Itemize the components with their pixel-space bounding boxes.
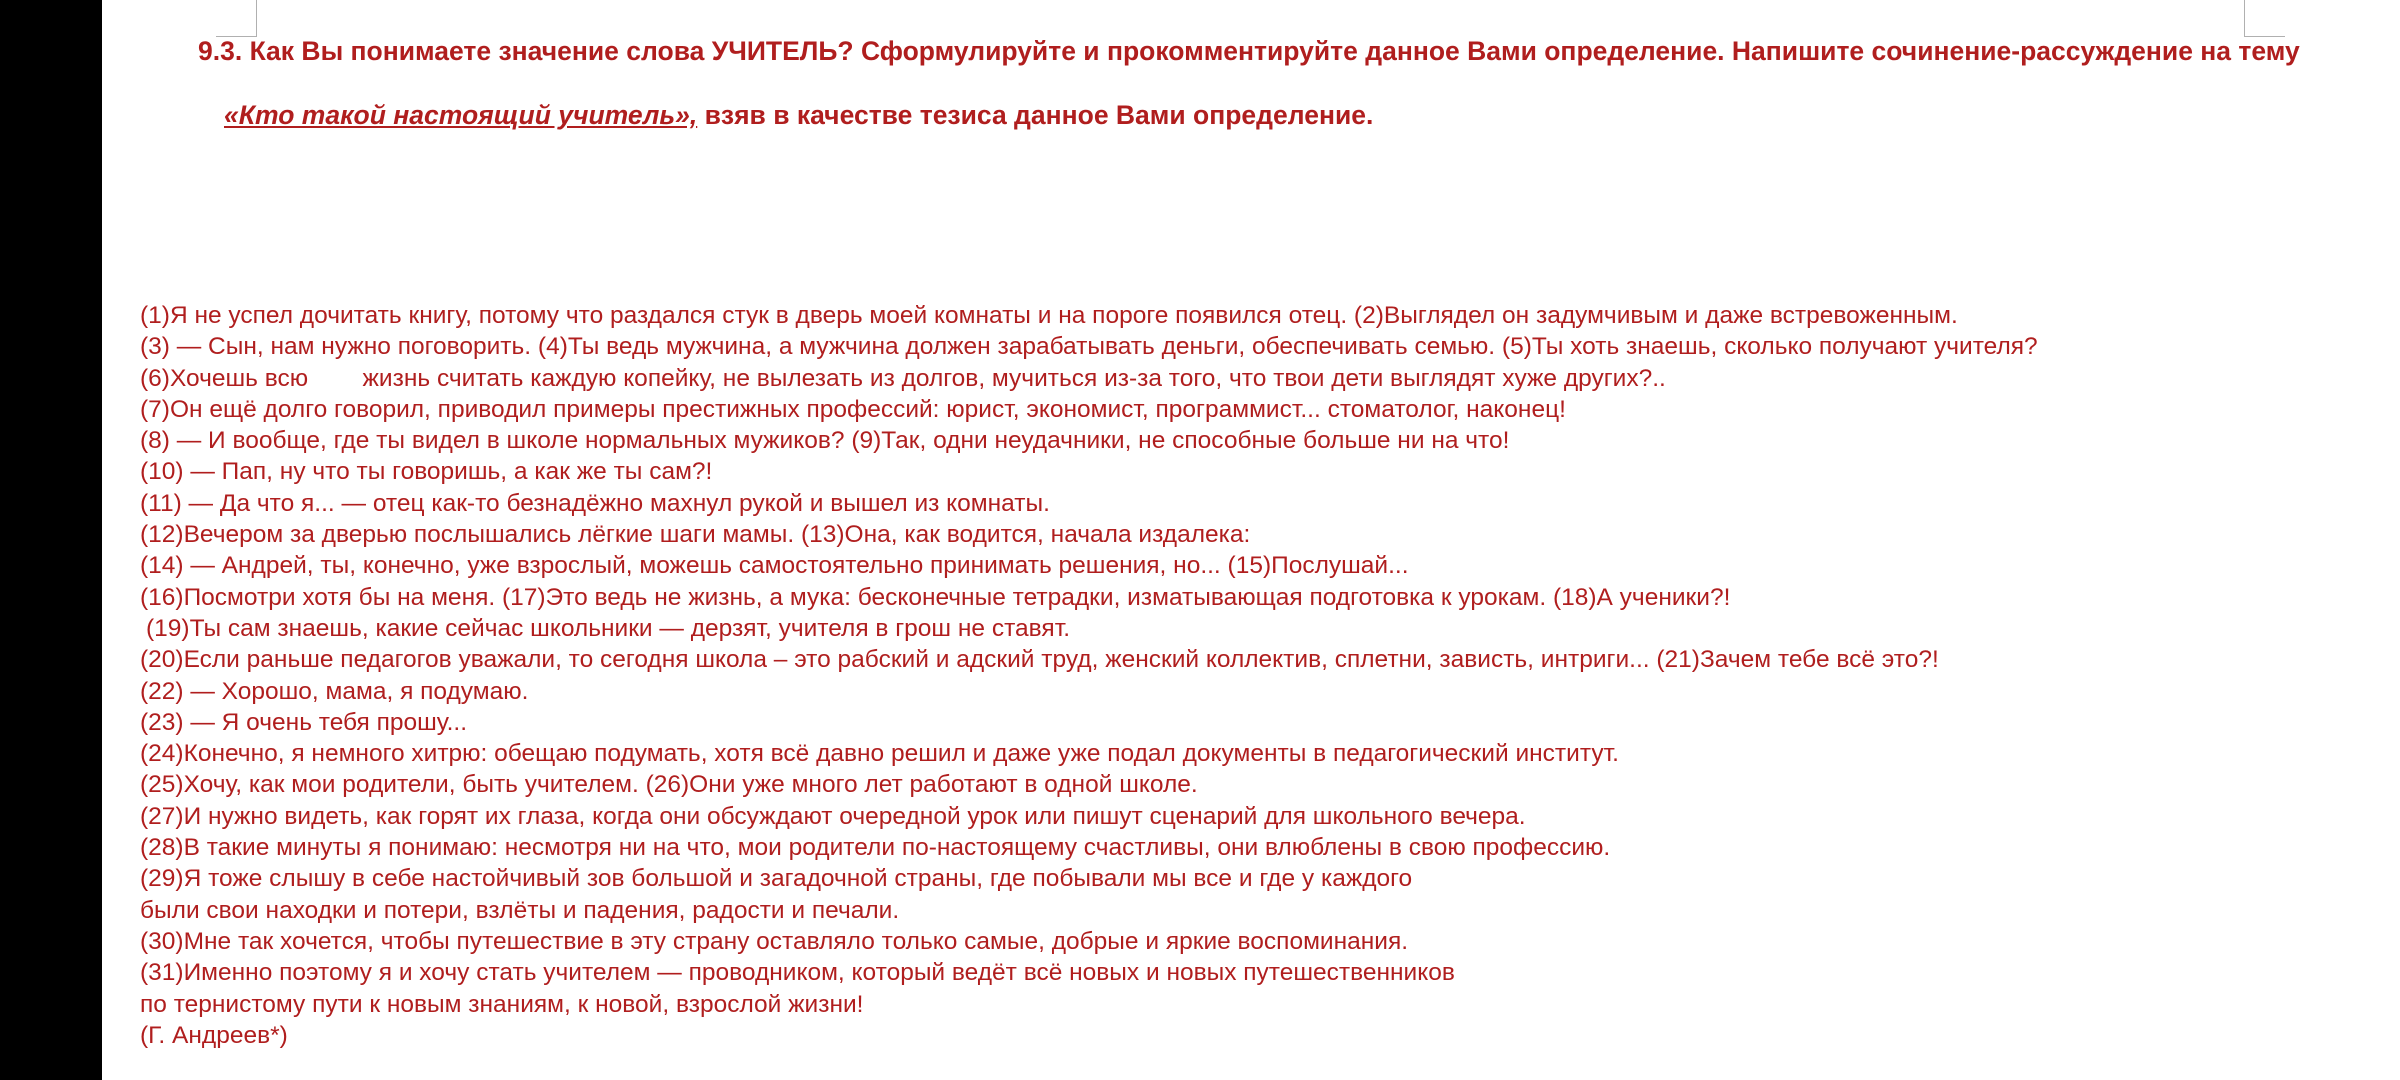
text-line: (11) — Да что я... — отец как-то безнадёжно махнул рукой и вышел из комнаты.	[140, 489, 1050, 517]
text-line: (14) — Андрей, ты, конечно, уже взрослый, можешь самостоятельно принимать решения, но... (15)Послушай...	[140, 552, 1409, 580]
page-margin-corner-right	[2244, 0, 2285, 37]
text-line: (31)Именно поэтому я и хочу стать учителем — проводником, который ведёт всё новых и новых путешественников	[140, 959, 1455, 987]
text-author: (Г. Андреев*)	[140, 1021, 288, 1049]
source-text	[140, 300, 2390, 1051]
text-line: (8) — И вообще, где ты видел в школе нормальных мужиков? (9)Так, одни неудачники, не способные больше ни на что!	[140, 427, 1510, 455]
task-line-2-rest: взяв в качестве тезиса данное Вами определение.	[697, 100, 1374, 130]
text-line: (20)Если раньше педагогов уважали, то сегодня школа – это рабский и адский труд, женский коллектив, сплетни, зависть, интриги... (21)Зачем тебе всё это?!	[140, 646, 1939, 674]
task-heading	[198, 36, 2394, 130]
text-line: (30)Мне так хочется, чтобы путешествие в эту страну оставляло только самые, добрые и яркие воспоминания.	[140, 927, 1409, 955]
text-line: (28)В такие минуты я понимаю: несмотря ни на что, мои родители по-настоящему счастливы, они влюблены в свою профессию.	[140, 834, 1611, 862]
task-line-2	[198, 100, 2394, 130]
task-line-1: 9.3. Как Вы понимаете значение слова УЧИТЕЛЬ? Сформулируйте и прокомментируйте данное Вами определение. Напишите сочинение-рассуждение на тему	[198, 36, 2300, 66]
text-line: (3) — Сын, нам нужно поговорить. (4)Ты ведь мужчина, а мужчина должен зарабатывать деньги, обеспечивать семью. (5)Ты хоть знаешь, сколько получают учителя?	[140, 333, 2038, 361]
page-margin-corner-left	[216, 0, 257, 37]
text-line: (12)Вечером за дверью послышались лёгкие шаги мамы. (13)Она, как водится, начала издалека:	[140, 521, 1251, 549]
text-line: (24)Конечно, я немного хитрю: обещаю подумать, хотя всё давно решил и даже уже подал документы в педагогический институт.	[140, 740, 1619, 768]
text-line: (16)Посмотри хотя бы на меня. (17)Это ведь не жизнь, а мука: бесконечные тетрадки, изматывающая подготовка к урокам. (18)А ученики?!	[140, 583, 1731, 611]
text-line: (7)Он ещё долго говорил, приводил примеры престижных профессий: юрист, экономист, программист... стоматолог, наконец!	[140, 395, 1566, 423]
text-line: по тернистому пути к новым знаниям, к новой, взрослой жизни!	[140, 990, 864, 1018]
text-line: (1)Я не успел дочитать книгу, потому что раздался стук в дверь моей комнаты и на пороге появился отец. (2)Выглядел он задумчивым и даже встревоженным.	[140, 302, 1958, 329]
text-line: (25)Хочу, как мои родители, быть учителем. (26)Они уже много лет работают в одной школе.	[140, 771, 1198, 799]
text-line: были свои находки и потери, взлёты и падения, радости и печали.	[140, 896, 900, 924]
text-line: (10) — Пап, ну что ты говоришь, а как же ты сам?!	[140, 458, 713, 486]
task-topic: «Кто такой настоящий учитель»,	[224, 100, 698, 130]
document-page[interactable]	[102, 0, 2400, 1080]
text-line: (6)Хочешь всю жизнь считать каждую копейку, не вылезать из долгов, мучиться из-за того, что твои дети выглядят хуже других?..	[140, 364, 1666, 392]
text-line: (22) — Хорошо, мама, я подумаю.	[140, 677, 529, 705]
text-line: (29)Я тоже слышу в себе настойчивый зов большой и загадочной страны, где побывали мы все и где у каждого	[140, 865, 1413, 893]
text-line: (27)И нужно видеть, как горят их глаза, когда они обсуждают очередной урок или пишут сценарий для школьного вечера.	[140, 802, 1526, 830]
left-sidebar	[0, 0, 102, 1080]
text-line: (23) — Я очень тебя прошу...	[140, 708, 468, 736]
text-line: (19)Ты сам знаешь, какие сейчас школьники — дерзят, учителя в грош не ставят.	[146, 614, 1071, 642]
